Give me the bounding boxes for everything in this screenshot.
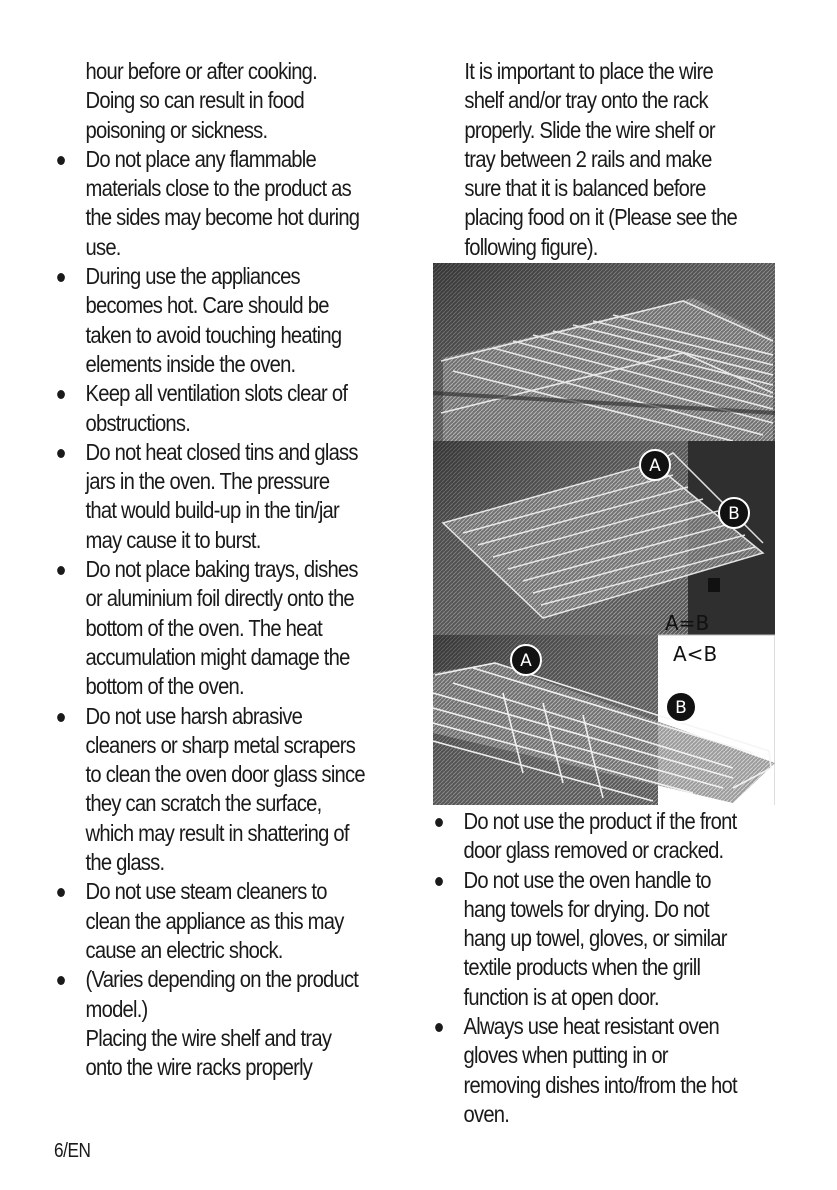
text-line: becomes hot. Care should be (85, 292, 329, 319)
bullet-dot-icon (435, 818, 443, 827)
text-line: properly. Slide the wire shelf or (464, 116, 715, 143)
right-column (430, 57, 802, 262)
panel-bottom (433, 635, 775, 805)
bullet-item (52, 702, 365, 878)
text-line: may cause it to burst. (85, 526, 261, 553)
svg-text:A: A (520, 651, 532, 671)
left-intro (52, 57, 362, 145)
bullet-dot-icon (57, 449, 65, 458)
text-line: hang up towel, gloves, or similar (463, 925, 727, 952)
bullet-item (52, 379, 362, 438)
text-line: shelf and/or tray onto the rack (464, 87, 708, 114)
text-line: onto the wire racks properly (85, 1054, 313, 1081)
svg-text:B: B (675, 698, 687, 718)
right-intro (430, 57, 750, 262)
badge-a-top (640, 450, 670, 480)
wire-shelf-illustration (433, 263, 775, 805)
bullet-dot-icon (57, 156, 65, 165)
bullet-item (430, 807, 757, 866)
text-line: function is at open door. (463, 983, 659, 1010)
text-line: It is important to place the wire (464, 58, 713, 84)
right-bullet-list (430, 807, 810, 1129)
text-line: they can scratch the surface, (85, 790, 322, 817)
text-line: textile products when the grill (463, 954, 701, 981)
bullet-item (52, 555, 362, 701)
text-line: use. (85, 233, 121, 260)
text-line: Do not use the product if the front (463, 808, 737, 834)
text-line: hour before or after cooking. (85, 58, 318, 84)
badge-a-bottom (511, 645, 541, 675)
text-line: or aluminium foil directly onto the (85, 585, 354, 612)
bullet-item (52, 877, 362, 965)
panel-top (433, 263, 775, 441)
bullet-item (430, 866, 757, 1012)
less-caption: A<B (673, 642, 718, 666)
page-number: 6/EN (54, 1140, 91, 1162)
text-line: bottom of the oven. The heat (85, 614, 322, 641)
text-line: poisoning or sickness. (85, 116, 268, 143)
text-line: following figure). (464, 233, 598, 260)
text-line: (Varies depending on the product (85, 966, 359, 993)
text-line: Do not use steam cleaners to (85, 878, 327, 905)
bullet-dot-icon (435, 877, 443, 886)
text-line: cleaners or sharp metal scrapers (85, 731, 356, 758)
bullet-dot-icon (435, 1023, 443, 1032)
text-line: the glass. (85, 849, 165, 876)
text-line: materials close to the product as (85, 175, 351, 202)
text-line: Do not heat closed tins and glass (85, 438, 358, 465)
bullet-dot-icon (57, 976, 65, 985)
text-line: that would build-up in the tin/jar (85, 497, 339, 524)
text-line: Keep all ventilation slots clear of (85, 380, 348, 407)
text-line: Do not place baking trays, dishes (85, 556, 358, 583)
bullet-item (52, 965, 362, 1082)
badge-b-top (719, 498, 749, 528)
text-line: Do not use harsh abrasive (85, 702, 303, 729)
text-line: Always use heat resistant oven (463, 1013, 719, 1040)
text-line: obstructions. (85, 409, 191, 436)
text-line: tray between 2 rails and make (464, 145, 712, 172)
wire-shelf-figure (433, 263, 775, 805)
bullet-item (52, 145, 362, 262)
text-line: Doing so can result in food (85, 87, 304, 114)
bullet-item (430, 1012, 757, 1129)
text-line: hang towels for drying. Do not (463, 895, 709, 922)
bullet-item (52, 438, 362, 555)
text-line: taken to avoid touching heating (85, 321, 342, 348)
text-line: placing food on it (Please see the (464, 204, 737, 231)
svg-text:A: A (649, 456, 661, 476)
text-line: removing dishes into/from the hot (463, 1071, 737, 1098)
badge-b-bottom (666, 692, 696, 722)
bullet-dot-icon (57, 273, 65, 282)
text-line: accumulation might damage the (85, 643, 350, 670)
text-line: jars in the oven. The pressure (85, 468, 330, 495)
text-line: cause an electric shock. (85, 936, 283, 963)
bullet-dot-icon (57, 713, 65, 722)
left-column (52, 57, 412, 1082)
panel-middle (433, 441, 775, 635)
text-line: the sides may become hot during (85, 204, 360, 231)
text-line: Do not place any flammable (85, 145, 316, 172)
text-line: During use the appliances (85, 263, 300, 290)
text-line: door glass removed or cracked. (463, 837, 724, 864)
text-line: which may result in shattering of (85, 819, 349, 846)
bullet-dot-icon (57, 566, 65, 575)
text-line: Placing the wire shelf and tray (85, 1024, 332, 1051)
text-line: Do not use the oven handle to (463, 866, 711, 893)
bullet-dot-icon (57, 390, 65, 399)
svg-text:B: B (728, 504, 740, 524)
text-line: bottom of the oven. (85, 673, 244, 700)
left-bullet-list (52, 145, 412, 1083)
bullet-item (52, 262, 362, 379)
bullet-dot-icon (57, 888, 65, 897)
text-line: sure that it is balanced before (464, 175, 706, 202)
text-line: to clean the oven door glass since (85, 761, 365, 788)
text-line: model.) (85, 995, 148, 1022)
text-line: clean the appliance as this may (85, 907, 344, 934)
text-line: oven. (463, 1100, 510, 1127)
text-line: elements inside the oven. (85, 350, 296, 377)
equal-caption: A=B (665, 611, 710, 635)
text-line: gloves when putting in or (463, 1042, 668, 1069)
